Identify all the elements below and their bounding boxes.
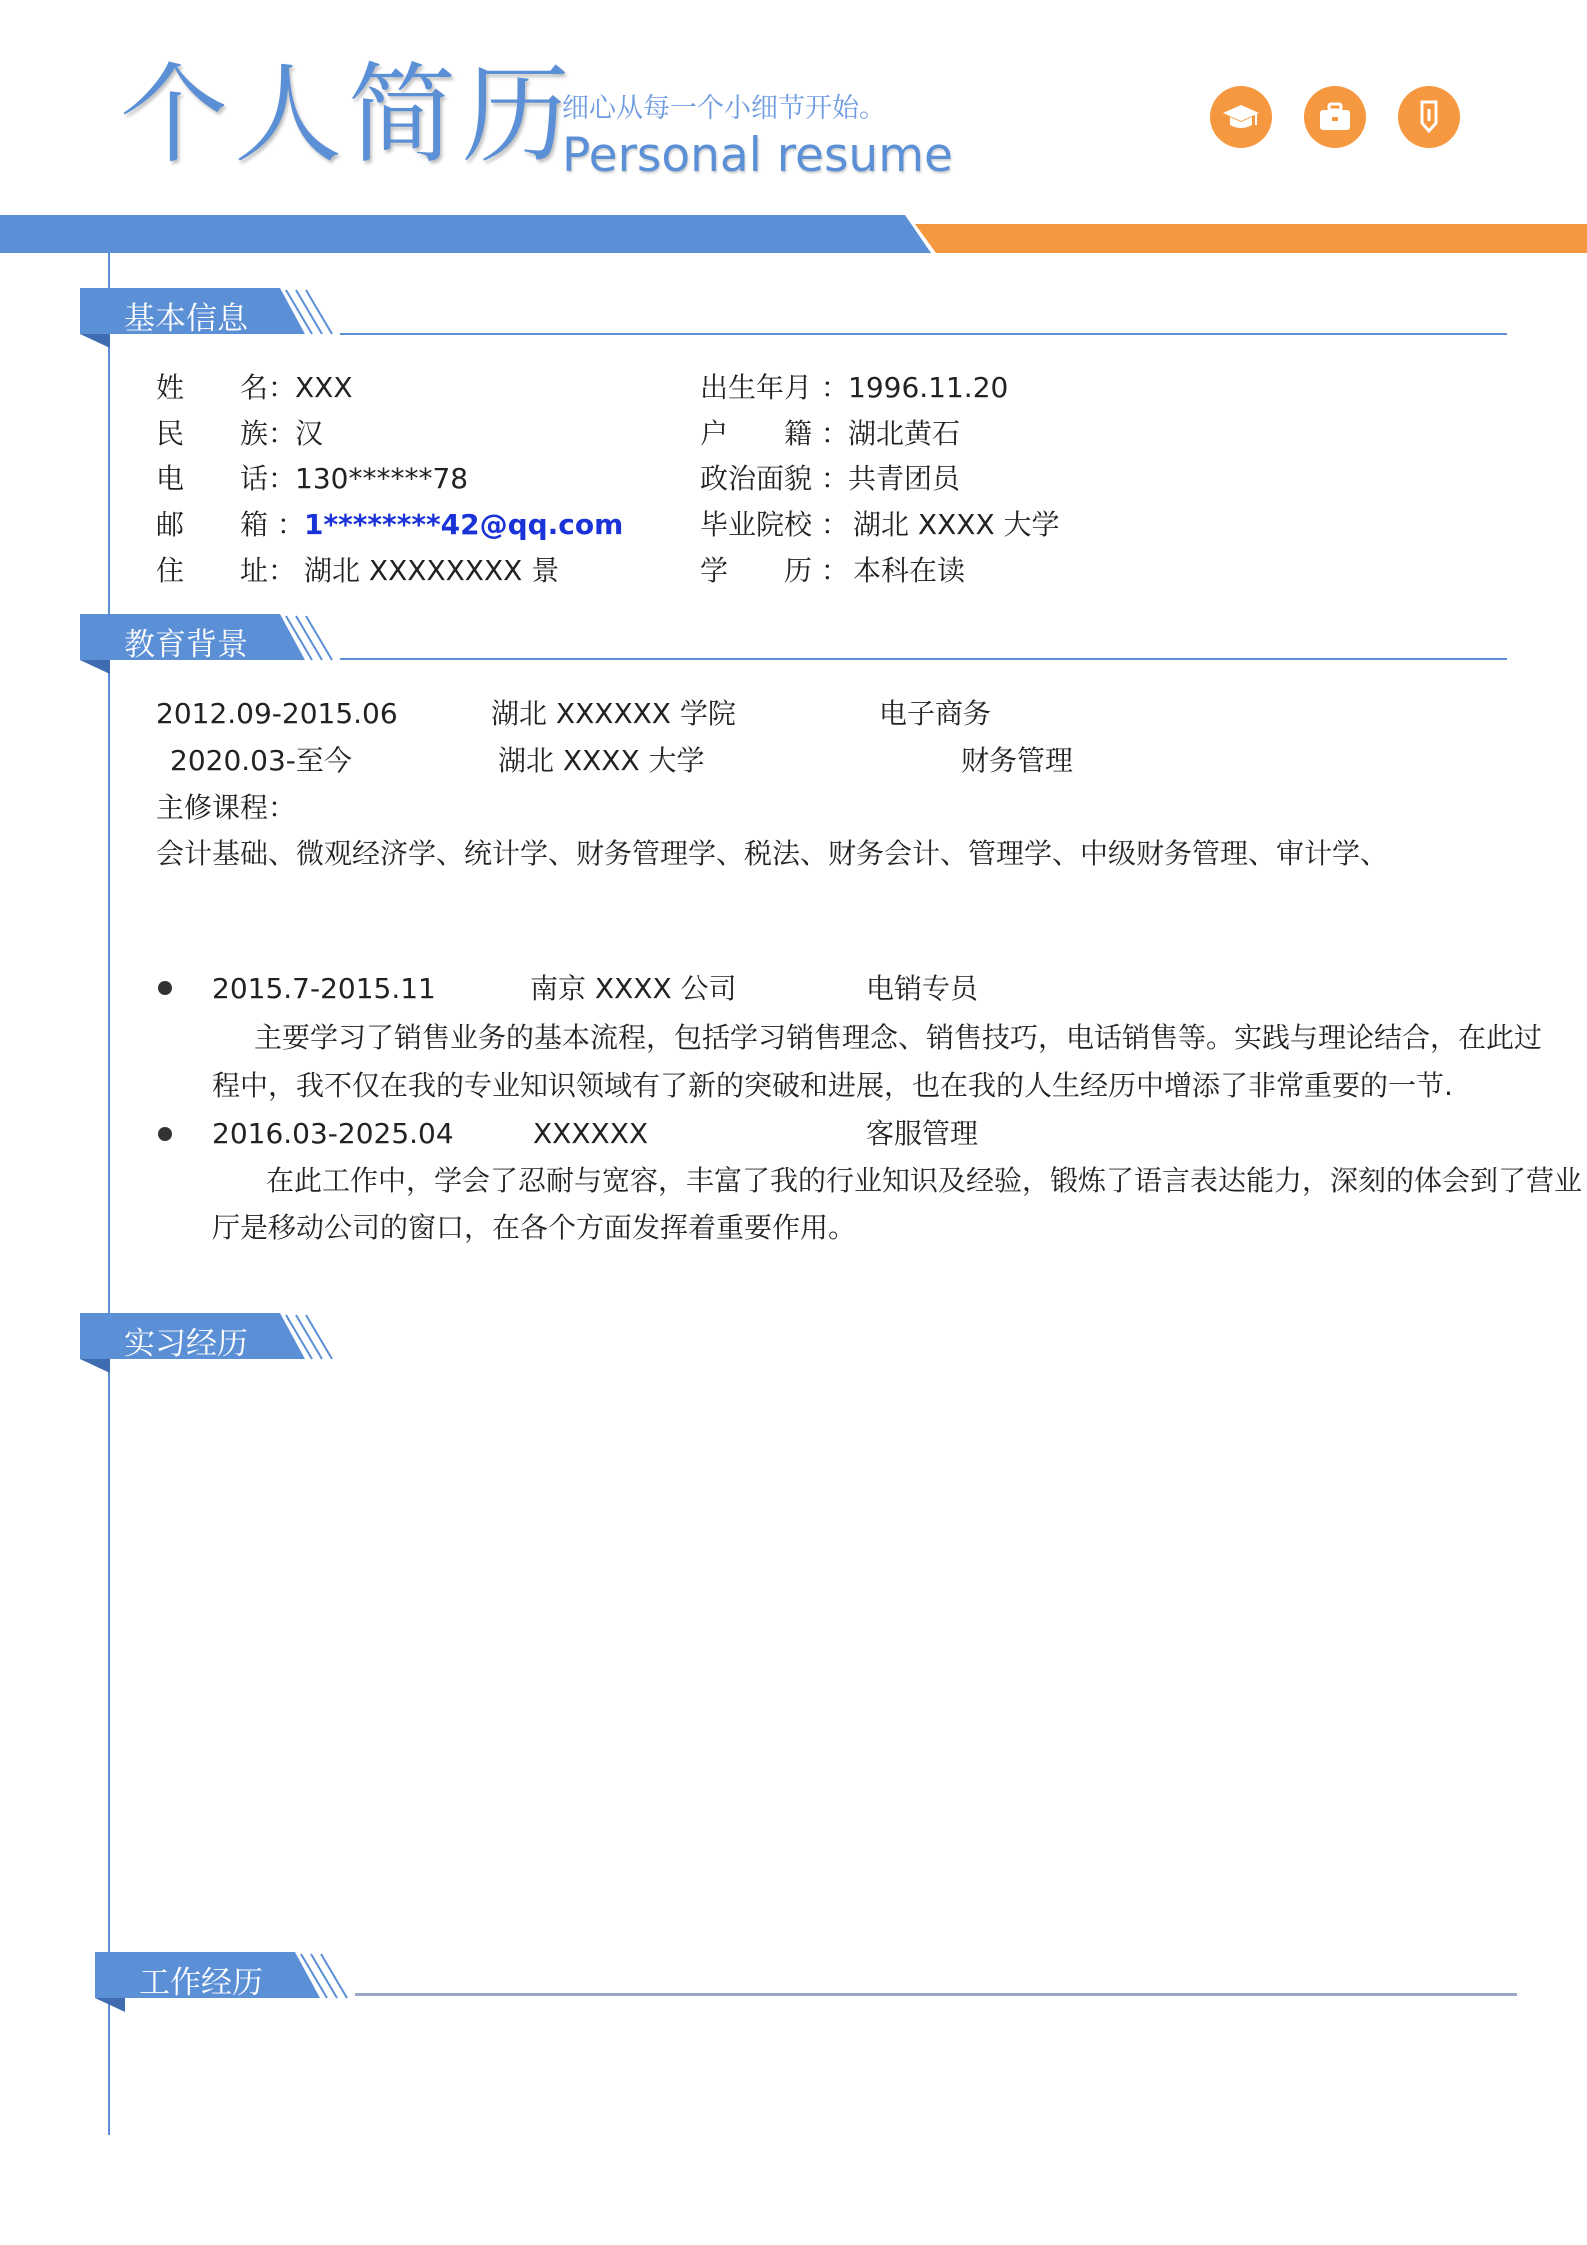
section-divider — [340, 658, 1507, 660]
edu-period: 2020.03-至今 — [170, 744, 352, 777]
exp-role: 客服管理 — [866, 1117, 979, 1150]
briefcase-icon — [1304, 86, 1366, 148]
politics-label: 政治面貌 ： — [700, 462, 849, 495]
phone-label: 电 话： — [156, 462, 297, 495]
hukou-value: 湖北黄石 — [848, 417, 961, 450]
address-value: 湖北 XXXXXXXX 景 — [304, 554, 560, 587]
header-color-band — [0, 215, 1587, 253]
exp-description-line: 在此工作中，学会了忍耐与宽容，丰富了我的行业知识及经验，锻炼了语言表达能力，深刻的体会到了营业 — [266, 1164, 1583, 1197]
exp-period: 2015.7-2015.11 — [212, 972, 436, 1005]
email-value[interactable]: 1********42@qq.com — [304, 508, 624, 541]
exp-description-line: 程中，我不仅在我的专业知识领域有了新的突破和进展，也在我的人生经历中增添了非常重要的一节. — [212, 1069, 1453, 1102]
address-label: 住 址： — [156, 554, 297, 587]
school-value: 湖北 XXXX 大学 — [853, 508, 1060, 541]
section-header-internship — [80, 1313, 350, 1375]
section-title: 教育背景 — [124, 627, 248, 663]
bullet-icon — [158, 981, 172, 995]
degree-label: 学 历 ： — [700, 554, 849, 587]
section-title: 实习经历 — [124, 1326, 248, 1362]
exp-role: 电销专员 — [866, 972, 979, 1005]
section-header-education — [80, 614, 350, 676]
pen-icon — [1398, 86, 1460, 148]
exp-company: 南京 XXXX 公司 — [530, 972, 737, 1005]
resume-title-en: Personal resume — [562, 128, 953, 183]
courses-label: 主修课程： — [156, 791, 297, 824]
section-header-basic — [80, 288, 350, 350]
edu-period: 2012.09-2015.06 — [156, 697, 398, 730]
hukou-label: 户 籍 ： — [700, 417, 849, 450]
slogan: 细心从每一个小细节开始。 — [562, 93, 886, 124]
exp-period: 2016.03-2025.04 — [212, 1117, 454, 1150]
birth-value: 1996.11.20 — [848, 371, 1009, 404]
edu-major: 财务管理 — [961, 744, 1074, 777]
politics-value: 共青团员 — [848, 462, 961, 495]
section-title: 工作经历 — [139, 1965, 263, 2001]
timeline-line — [108, 252, 110, 2135]
ethnic-label: 民 族： — [156, 417, 297, 450]
edu-school: 湖北 XXXX 大学 — [498, 744, 705, 777]
ethnic-value: 汉 — [295, 417, 324, 450]
section-title: 基本信息 — [124, 301, 248, 337]
section-divider — [355, 1993, 1517, 1996]
email-label: 邮 箱 ： — [156, 508, 305, 541]
section-header-work — [95, 1952, 365, 2014]
section-divider — [340, 333, 1507, 335]
bullet-icon — [158, 1127, 172, 1141]
exp-description-line: 主要学习了销售业务的基本流程，包括学习销售理念、销售技巧，电话销售等。实践与理论结合，在此过 — [254, 1021, 1543, 1054]
exp-description-line: 厅是移动公司的窗口，在各个方面发挥着重要作用。 — [212, 1211, 857, 1244]
courses-list: 会计基础、微观经济学、统计学、财务管理学、税法、财务会计、管理学、中级财务管理、审计学、 — [156, 837, 1389, 870]
edu-school: 湖北 XXXXXX 学院 — [491, 697, 736, 730]
degree-value: 本科在读 — [853, 554, 966, 587]
school-label: 毕业院校 ： — [700, 508, 849, 541]
name-value: XXX — [295, 371, 353, 404]
birth-label: 出生年月 ： — [700, 371, 849, 404]
phone-value: 130******78 — [295, 462, 469, 495]
resume-title-cn: 个人简历 — [120, 53, 577, 178]
edu-major: 电子商务 — [879, 697, 992, 730]
exp-company: XXXXXX — [533, 1117, 649, 1150]
name-label: 姓 名： — [156, 371, 297, 404]
graduation-cap-icon — [1210, 86, 1272, 148]
